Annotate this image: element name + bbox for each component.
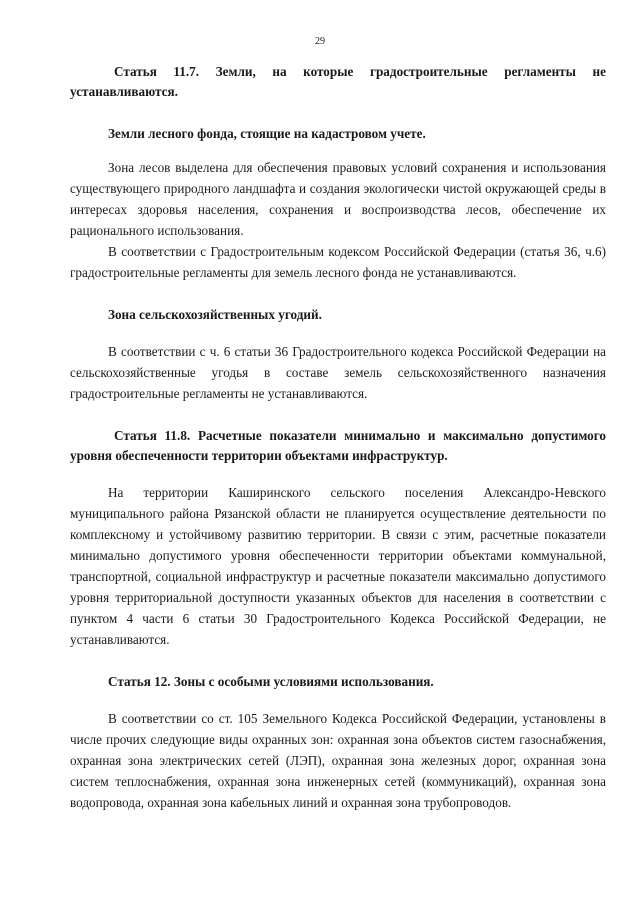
protected-zones-paragraph: В соответствии со ст. 105 Земельного Кодекса Российской Федерации, установлены в числе прочих следующие виды охранных зон: охранная зона объектов систем газоснабжения, охранная зона электрических сетей (ЛЭП), охранная зона железных дорог, охранная зона систем теплоснабжения, охранная зона инженерных сетей (коммуникаций), охранная зона водопровода, охранная зона кабельных линий и охранная зона трубопроводов. bbox=[70, 711, 606, 810]
agricultural-zone-heading: Зона сельскохозяйственных угодий. bbox=[108, 307, 322, 322]
forest-lands-heading: Земли лесного фонда, стоящие на кадастровом учете. bbox=[108, 126, 426, 141]
forest-regulations-paragraph: В соответствии с Градостроительным кодексом Российской Федерации (статья 36, ч.6) градостроительные регламенты для земель лесного фонда не устанавливаются. bbox=[70, 244, 606, 280]
article-11-8-heading: Статья 11.8. Расчетные показатели минимально и максимально допустимого уровня обеспеченности территории объектами инфраструктур. bbox=[70, 428, 606, 463]
forest-zone-paragraph: Зона лесов выделена для обеспечения правовых условий сохранения и использования существующего природного ландшафта и создания экологически чистой окружающей среды в интересах здоровья населения, сохранения и воспроизводства лесов, обеспечение их рационального использования. bbox=[70, 160, 606, 238]
page-number: 29 bbox=[315, 36, 325, 47]
infrastructure-indicators-paragraph: На территории Каширинского сельского поселения Александро-Невского муниципального района Рязанской области не планируется осуществление деятельности по комплексному и устойчивому развитию территории. В связи с этим, расчетные показатели минимально допустимого уровня обеспеченности территории объектами коммунальной, транспортной, социальной инфраструктур и расчетные показатели максимально допустимого уровня территориальной доступности указанных объектов для населения в соответствии с пунктом 4 части 6 статьи 30 Градостроительного Кодекса Российской Федерации, не устанавливаются. bbox=[70, 485, 606, 647]
agricultural-zone-paragraph: В соответствии с ч. 6 статьи 36 Градостроительного кодекса Российской Федерации на сельскохозяйственные угодья в составе земель сельскохозяйственного назначения градостроительные регламенты не устанавливаются. bbox=[70, 344, 606, 401]
article-11-7-heading: Статья 11.7. Земли, на которые градостроительные регламенты не устанавливаются. bbox=[70, 64, 606, 99]
page-content bbox=[70, 0, 606, 813]
article-12-heading: Статья 12. Зоны с особыми условиями использования. bbox=[108, 674, 434, 689]
